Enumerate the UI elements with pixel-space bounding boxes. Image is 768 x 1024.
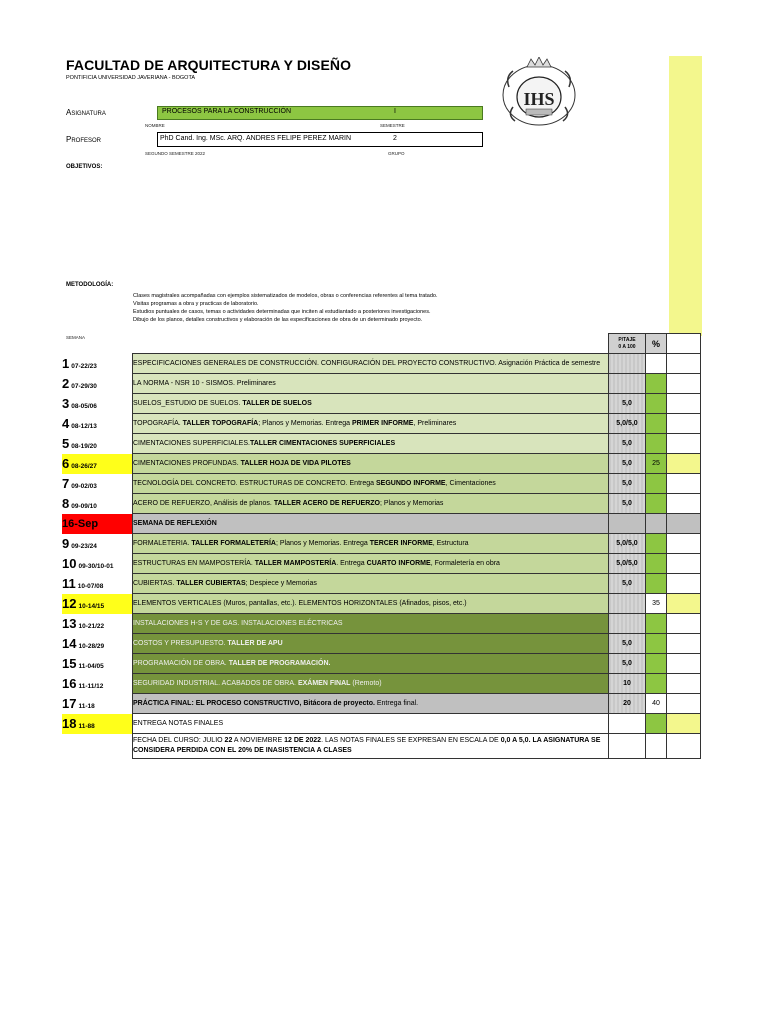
university-name: PONTIFICIA UNIVERSIDAD JAVERIANA - BOGOTA [66,75,196,81]
highlight-column [669,56,702,336]
metodologia-text [133,292,438,324]
week-desc: TECNOLOGÍA DEL CONCRETO. ESTRUCTURAS DE CONCRETO. Entrega SEGUNDO INFORME, Cimentaciones [133,474,609,494]
table-row: 16 11-11/12 SEGURIDAD INDUSTRIAL. ACABADOS DE OBRA. EXÁMEN FINAL (Remoto) 10 [62,674,701,694]
table-row: 5 08-19/20 CIMENTACIONES SUPERFICIALES.TALLER CIMENTACIONES SUPERFICIALES 5,0 [62,434,701,454]
profesor-label: Profesor [66,135,102,144]
week-desc: ESPECIFICACIONES GENERALES DE CONSTRUCCIÓN. CONFIGURACIÓN DEL PROYECTO CONSTRUCTIVO. Asignación Práctica de semestre [133,354,609,374]
week-desc: PRÁCTICA FINAL: EL PROCESO CONSTRUCTIVO, Bitácora de proyecto. Entrega final. [133,694,609,714]
table-row: 7 09-02/03 TECNOLOGÍA DEL CONCRETO. ESTRUCTURAS DE CONCRETO. Entrega SEGUNDO INFORME, Cimentaciones 5,0 [62,474,701,494]
week-desc: TOPOGRAFÍA. TALLER TOPOGRAFÍA; Planos y Memorias. Entrega PRIMER INFORME, Preliminares [133,414,609,434]
page-title: FACULTAD DE ARQUITECTURA Y DISEÑO [66,57,352,73]
nombre-label: NOMBRE [145,123,165,128]
week-desc: CUBIERTAS. TALLER CUBIERTAS; Despiece y Memorias [133,574,609,594]
table-row: 4 08-12/13 TOPOGRAFÍA. TALLER TOPOGRAFÍA; Planos y Memorias. Entrega PRIMER INFORME, Preliminares 5,0/5,0 [62,414,701,434]
table-row: 1 07-22/23 ESPECIFICACIONES GENERALES DE CONSTRUCCIÓN. CONFIGURACIÓN DEL PROYECTO CONSTRUCTIVO. Asignación Práctica de semestre [62,354,701,374]
table-row: 9 09-23/24 FORMALETERIA. TALLER FORMALETERÍA; Planos y Memorias. Entrega TERCER INFORME, Estructura 5,0/5,0 [62,534,701,554]
week-desc: CIMENTACIONES SUPERFICIALES.TALLER CIMENTACIONES SUPERFICIALES [133,434,609,454]
metodologia-line: Visitas programas a obra y practicas de laboratorio. [133,301,259,307]
asignatura-box [157,106,483,120]
metodologia-line: Clases magistrales acompañadas con ejemplos sistematizados de modelos, obras o conferencias referentes al tema tratado. [133,293,438,299]
table-row: 16-Sep SEMANA DE REFLEXIÓN [62,514,701,534]
week-desc: INSTALACIONES H-S Y DE GAS. INSTALACIONES ELÉCTRICAS [133,614,609,634]
week-desc: ACERO DE REFUERZO, Análisis de planos. TALLER ACERO DE REFUERZO; Planos y Memorias [133,494,609,514]
table-row: 15 11-04/05 PROGRAMACIÓN DE OBRA. TALLER DE PROGRAMACIÓN. 5,0 [62,654,701,674]
table-row: 10 09-30/10-01 ESTRUCTURAS EN MAMPOSTERÍA. TALLER MAMPOSTERÍA. Entrega CUARTO INFORME, Formaletería en obra 5,0/5,0 [62,554,701,574]
table-header-row [62,334,701,354]
table-row: 2 07-29/30 LA NORMA - NSR 10 - SISMOS. Preliminares [62,374,701,394]
semestre-label: SEMESTRE [380,123,405,128]
periodo-label: SEGUNDO SEMESTRE 2022 [145,151,206,156]
university-logo [499,57,579,129]
week-desc: COSTOS Y PRESUPUESTO. TALLER DE APU [133,634,609,654]
table-row: 12 10-14/15 ELEMENTOS VERTICALES (Muros, pantallas, etc.). ELEMENTOS HORIZONTALES (Afinados, pisos, etc.) 35 [62,594,701,614]
week-desc: PROGRAMACIÓN DE OBRA. TALLER DE PROGRAMACIÓN. [133,654,609,674]
week-desc: ELEMENTOS VERTICALES (Muros, pantallas, etc.). ELEMENTOS HORIZONTALES (Afinados, pisos, etc.) [133,594,609,614]
course-note: FECHA DEL CURSO: JULIO 22 A NOVIEMBRE 12 DE 2022. LAS NOTAS FINALES SE EXPRESAN EN ESCALA DE 0,0 A 5,0. LA ASIGNATURA SE CONSIDERA PERDIDA CON EL 20% DE INASISTENCIA A CLASES [133,734,609,759]
logo-text: IHS [523,89,555,109]
semana-label: SEMANA [66,335,86,340]
grupo-value: 2 [393,135,397,142]
table-row: 18 11-88 ENTREGA NOTAS FINALES [62,714,701,734]
week-desc: SEMANA DE REFLEXIÓN [133,514,609,534]
table-row: 13 10-21/22 INSTALACIONES H-S Y DE GAS. INSTALACIONES ELÉCTRICAS [62,614,701,634]
ptaje-header: P/TAJE 0 A 100 [609,334,646,354]
table-row: 14 10-28/29 COSTOS Y PRESUPUESTO. TALLER DE APU 5,0 [62,634,701,654]
week-desc: CIMENTACIONES PROFUNDAS. TALLER HOJA DE VIDA PILOTES [133,454,609,474]
grupo-label: GRUPO [388,151,405,156]
pct-header: % [646,334,667,354]
week-desc: SUELOS_ESTUDIO DE SUELOS. TALLER DE SUELOS [133,394,609,414]
week-desc: SEGURIDAD INDUSTRIAL. ACABADOS DE OBRA. EXÁMEN FINAL (Remoto) [133,674,609,694]
table-row: 8 09-09/10 ACERO DE REFUERZO, Análisis de planos. TALLER ACERO DE REFUERZO; Planos y Memorias 5,0 [62,494,701,514]
metodologia-line: Dibujo de los planos, detalles constructivos y elaboración de las especificaciones de obra de un determinado proyecto. [133,317,423,323]
profesor-box [157,132,483,147]
table-row: 3 08-05/06 SUELOS_ESTUDIO DE SUELOS. TALLER DE SUELOS 5,0 [62,394,701,414]
week-desc: ESTRUCTURAS EN MAMPOSTERÍA. TALLER MAMPOSTERÍA. Entrega CUARTO INFORME, Formaletería en obra [133,554,609,574]
metodologia-label: METODOLOGÍA: [66,282,114,288]
asignatura-roman: I [394,108,396,115]
table-row: 6 08-26/27 CIMENTACIONES PROFUNDAS. TALLER HOJA DE VIDA PILOTES 5,0 25 [62,454,701,474]
metodologia-line: Estudios puntuales de casos, temas o actividades determinadas que inciten al estudiantado a posteriores investigaciones. [133,309,431,315]
asignatura-value: PROCESOS PARA LA CONSTRUCCIÓN [162,108,292,115]
footer-row [62,734,701,759]
asignatura-label: Asignatura [66,108,106,117]
objetivos-label: OBJETIVOS: [66,164,103,170]
table-row: 17 11-18 PRÁCTICA FINAL: EL PROCESO CONSTRUCTIVO, Bitácora de proyecto. Entrega final. 20 40 [62,694,701,714]
week-desc: FORMALETERIA. TALLER FORMALETERÍA; Planos y Memorias. Entrega TERCER INFORME, Estructura [133,534,609,554]
profesor-value: PhD Cand. Ing. MSc. ARQ. ANDRES FELIPE PEREZ MARIN [160,135,352,142]
schedule-table [62,333,701,759]
week-desc: ENTREGA NOTAS FINALES [133,714,609,734]
week-desc: LA NORMA - NSR 10 - SISMOS. Preliminares [133,374,609,394]
table-row: 11 10-07/08 CUBIERTAS. TALLER CUBIERTAS; Despiece y Memorias 5,0 [62,574,701,594]
